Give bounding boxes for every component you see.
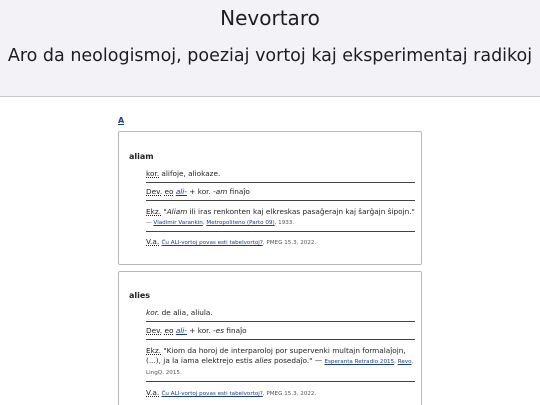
- abbr-kor: kor.: [146, 308, 160, 317]
- site-header: [0, 0, 540, 97]
- entry-meaning: [146, 308, 415, 322]
- entry-reference: [146, 237, 415, 251]
- citation-sep: ,: [394, 359, 398, 365]
- reference-tail: , PMEG 15.3, 2022.: [262, 391, 317, 397]
- citation-sep: ,: [202, 220, 207, 226]
- author-link[interactable]: Revo: [397, 359, 412, 365]
- author-link[interactable]: Vladimir Varankin: [153, 220, 203, 226]
- entry-headword: aliam: [129, 152, 154, 161]
- entry-derivation: [146, 187, 415, 201]
- entry-card-alies: [118, 271, 422, 405]
- entry-derivation: [146, 326, 415, 340]
- derivation-mid: + kor.: [186, 326, 214, 335]
- abbr-va: V.a.: [146, 237, 160, 246]
- derivation-suffix: -es: [213, 326, 225, 335]
- reference-link[interactable]: Ĉu ALI-vortoj povas esti tabelvortoj?: [161, 391, 263, 397]
- entry-example: [146, 346, 415, 382]
- reference-tail: , PMEG 15.3, 2022.: [262, 240, 317, 246]
- example-pre: ": [161, 207, 167, 216]
- example-pre: "Kiom da horoj de interparoloj por supervenki multajn formalaĵojn, (...), ja la iama elektrejo estis: [146, 346, 406, 365]
- root-link[interactable]: ali-: [175, 187, 187, 196]
- derivation-tail: finaĵo: [227, 187, 250, 196]
- meaning-text: alifoje, aliokaze.: [159, 169, 221, 178]
- example-post: posedaĵo.": [271, 356, 313, 365]
- abbr-kor: kor.: [146, 169, 160, 178]
- abbr-ekz: Ekz.: [146, 207, 161, 216]
- example-citation: [146, 220, 294, 226]
- citation-dash: —: [312, 356, 325, 365]
- entry-reference: [146, 388, 415, 402]
- derivation-tail: finaĵo: [224, 326, 247, 335]
- entry-example: [146, 207, 415, 232]
- entry-headword: alies: [129, 291, 151, 300]
- root-link[interactable]: ali-: [175, 326, 187, 335]
- meaning-text: de alia, aliula.: [159, 308, 213, 317]
- site-title: Nevortaro: [220, 6, 320, 30]
- reference-link[interactable]: Ĉu ALI-vortoj povas esti tabelvortoj?: [161, 240, 263, 246]
- abbr-dev: Dev.: [146, 326, 163, 335]
- citation-year: , 1933.: [274, 220, 295, 226]
- example-word: Aliam: [166, 207, 188, 216]
- abbr-eo: eo: [164, 326, 174, 335]
- abbr-dev: Dev.: [146, 187, 163, 196]
- site-subtitle: Aro da neologismoj, poeziaj vortoj kaj eksperimentaj radikoj: [7, 46, 533, 66]
- source-link[interactable]: Metropoliteno (Parto 09): [206, 220, 275, 226]
- example-word: alies: [254, 356, 272, 365]
- abbr-va: V.a.: [146, 388, 160, 397]
- letter-link-a[interactable]: A: [118, 116, 125, 125]
- abbr-eo: eo: [164, 187, 174, 196]
- source-link[interactable]: Esperanta Retradio 2015: [324, 359, 395, 365]
- derivation-suffix: -am: [213, 187, 228, 196]
- example-post: ili iras renkonten kaj elkreskas pasaĝerajn kaj ŝarĝajn ŝipojn.": [187, 207, 415, 216]
- derivation-mid: + kor.: [186, 187, 214, 196]
- citation-tail: , LingQ, 2015.: [146, 359, 414, 376]
- abbr-ekz: Ekz.: [146, 346, 161, 355]
- citation-dash: —: [146, 220, 154, 226]
- entry-meaning: [146, 169, 415, 183]
- entry-card-aliam: [118, 131, 422, 265]
